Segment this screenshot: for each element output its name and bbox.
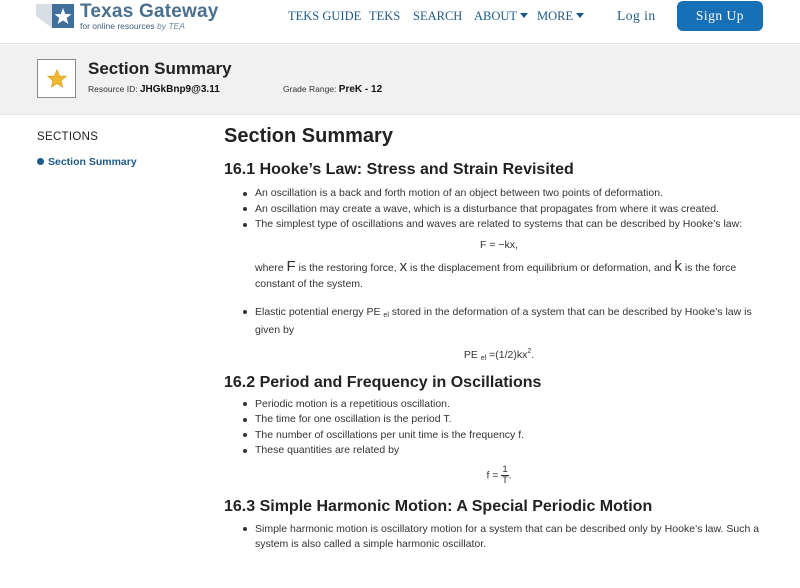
list-item: Periodic motion is a repetitious oscillation.: [242, 397, 774, 413]
top-navigation-bar: [0, 0, 800, 44]
var-x: x: [399, 257, 408, 275]
text: where: [255, 261, 284, 274]
section-heading-16-1: 16.1 Hooke’s Law: Stress and Strain Revisited: [224, 161, 574, 178]
grade-range-value: PreK - 12: [338, 84, 383, 95]
nav-teks-guide[interactable]: TEKS GUIDE: [288, 9, 362, 23]
section-heading-16-3: 16.3 Simple Harmonic Motion: A Special Periodic Motion: [224, 497, 653, 515]
section-heading-16-2: 16.2 Period and Frequency in Oscillations: [224, 373, 542, 391]
subscript: el: [383, 311, 389, 319]
text: Elastic potential energy PE: [255, 305, 381, 318]
logo-title: Texas Gateway: [80, 1, 219, 22]
equation-frequency: [224, 465, 774, 486]
resource-header: [0, 45, 800, 115]
main-content: [224, 125, 774, 553]
where-paragraph: [255, 259, 774, 292]
logo-subtitle-text: for online resources: [80, 21, 155, 31]
favorite-button[interactable]: [37, 59, 76, 98]
resource-title: Section Summary: [88, 59, 232, 78]
page-title: Section Summary: [224, 125, 393, 147]
login-link[interactable]: Log in: [617, 8, 656, 23]
denominator: T: [502, 474, 508, 486]
resource-id-value: JHGkBnp9@3.11: [139, 84, 220, 95]
nav-search[interactable]: SEARCH: [413, 9, 463, 23]
texas-star-logo-icon: [36, 2, 76, 28]
list-item: Simple harmonic motion is oscillatory motion for a system that can be described only by Hooke’s law. Such a system is also called a simple harmonic oscillator.: [242, 522, 774, 553]
bullet-dot-icon: [37, 158, 44, 165]
sidebar-item-label: Section Summary: [48, 156, 137, 168]
resource-id-label: Resource ID:: [88, 84, 138, 94]
bullet-list: [242, 522, 774, 553]
superscript: 2: [527, 347, 532, 355]
list-item: [242, 305, 774, 339]
list-item: The simplest type of oscillations and waves are related to systems that can be described by Hooke’s law:: [242, 217, 774, 233]
text: f =: [486, 468, 499, 481]
equation-hookes-law: F = −kx,: [480, 238, 518, 251]
fraction: [501, 465, 508, 486]
nav-about[interactable]: [474, 9, 528, 24]
bullet-list: [242, 305, 774, 339]
subscript: el: [480, 354, 487, 362]
nav-more[interactable]: [537, 9, 584, 24]
bullet-list: [242, 397, 774, 459]
chevron-down-icon: [576, 13, 584, 18]
sections-heading: SECTIONS: [37, 131, 99, 143]
sidebar-item-section-summary[interactable]: [37, 156, 137, 168]
numerator: 1: [502, 463, 508, 475]
list-item: These quantities are related by: [242, 443, 774, 459]
text: .: [531, 348, 535, 361]
grade-range: [283, 84, 382, 95]
var-f: F: [286, 257, 296, 275]
equation-elastic-pe: [224, 348, 774, 362]
text: .: [508, 468, 512, 481]
star-icon: [47, 69, 67, 89]
list-item: An oscillation may create a wave, which is a disturbance that propagates from where it was created.: [242, 202, 774, 218]
nav-about-label: ABOUT: [474, 9, 518, 23]
bullet-list: [242, 186, 774, 233]
logo-subtitle-by: by TEA: [157, 21, 185, 31]
text: is the restoring force,: [298, 261, 397, 274]
nav-more-label: MORE: [537, 9, 574, 23]
text: =(1/2)kx: [489, 348, 528, 361]
list-item: The number of oscillations per unit time is the frequency f.: [242, 428, 774, 444]
nav-teks[interactable]: TEKS: [369, 9, 401, 23]
resource-id: [88, 84, 220, 95]
texas-gateway-logo[interactable]: [36, 0, 226, 32]
var-k: k: [674, 257, 682, 275]
signup-button[interactable]: Sign Up: [677, 1, 763, 31]
text: is the force constant of the system.: [255, 261, 737, 290]
grade-range-label: Grade Range:: [283, 84, 337, 94]
text: is the displacement from equilibrium or deformation, and: [410, 261, 672, 274]
logo-subtitle: [80, 21, 185, 31]
list-item: An oscillation is a back and forth motion of an object between two points of deformation.: [242, 186, 774, 202]
list-item: The time for one oscillation is the period T.: [242, 412, 774, 428]
chevron-down-icon: [520, 13, 528, 18]
text: PE: [463, 348, 478, 361]
text: stored in the deformation of a system that can be described by Hooke’s law is given by: [255, 305, 752, 336]
